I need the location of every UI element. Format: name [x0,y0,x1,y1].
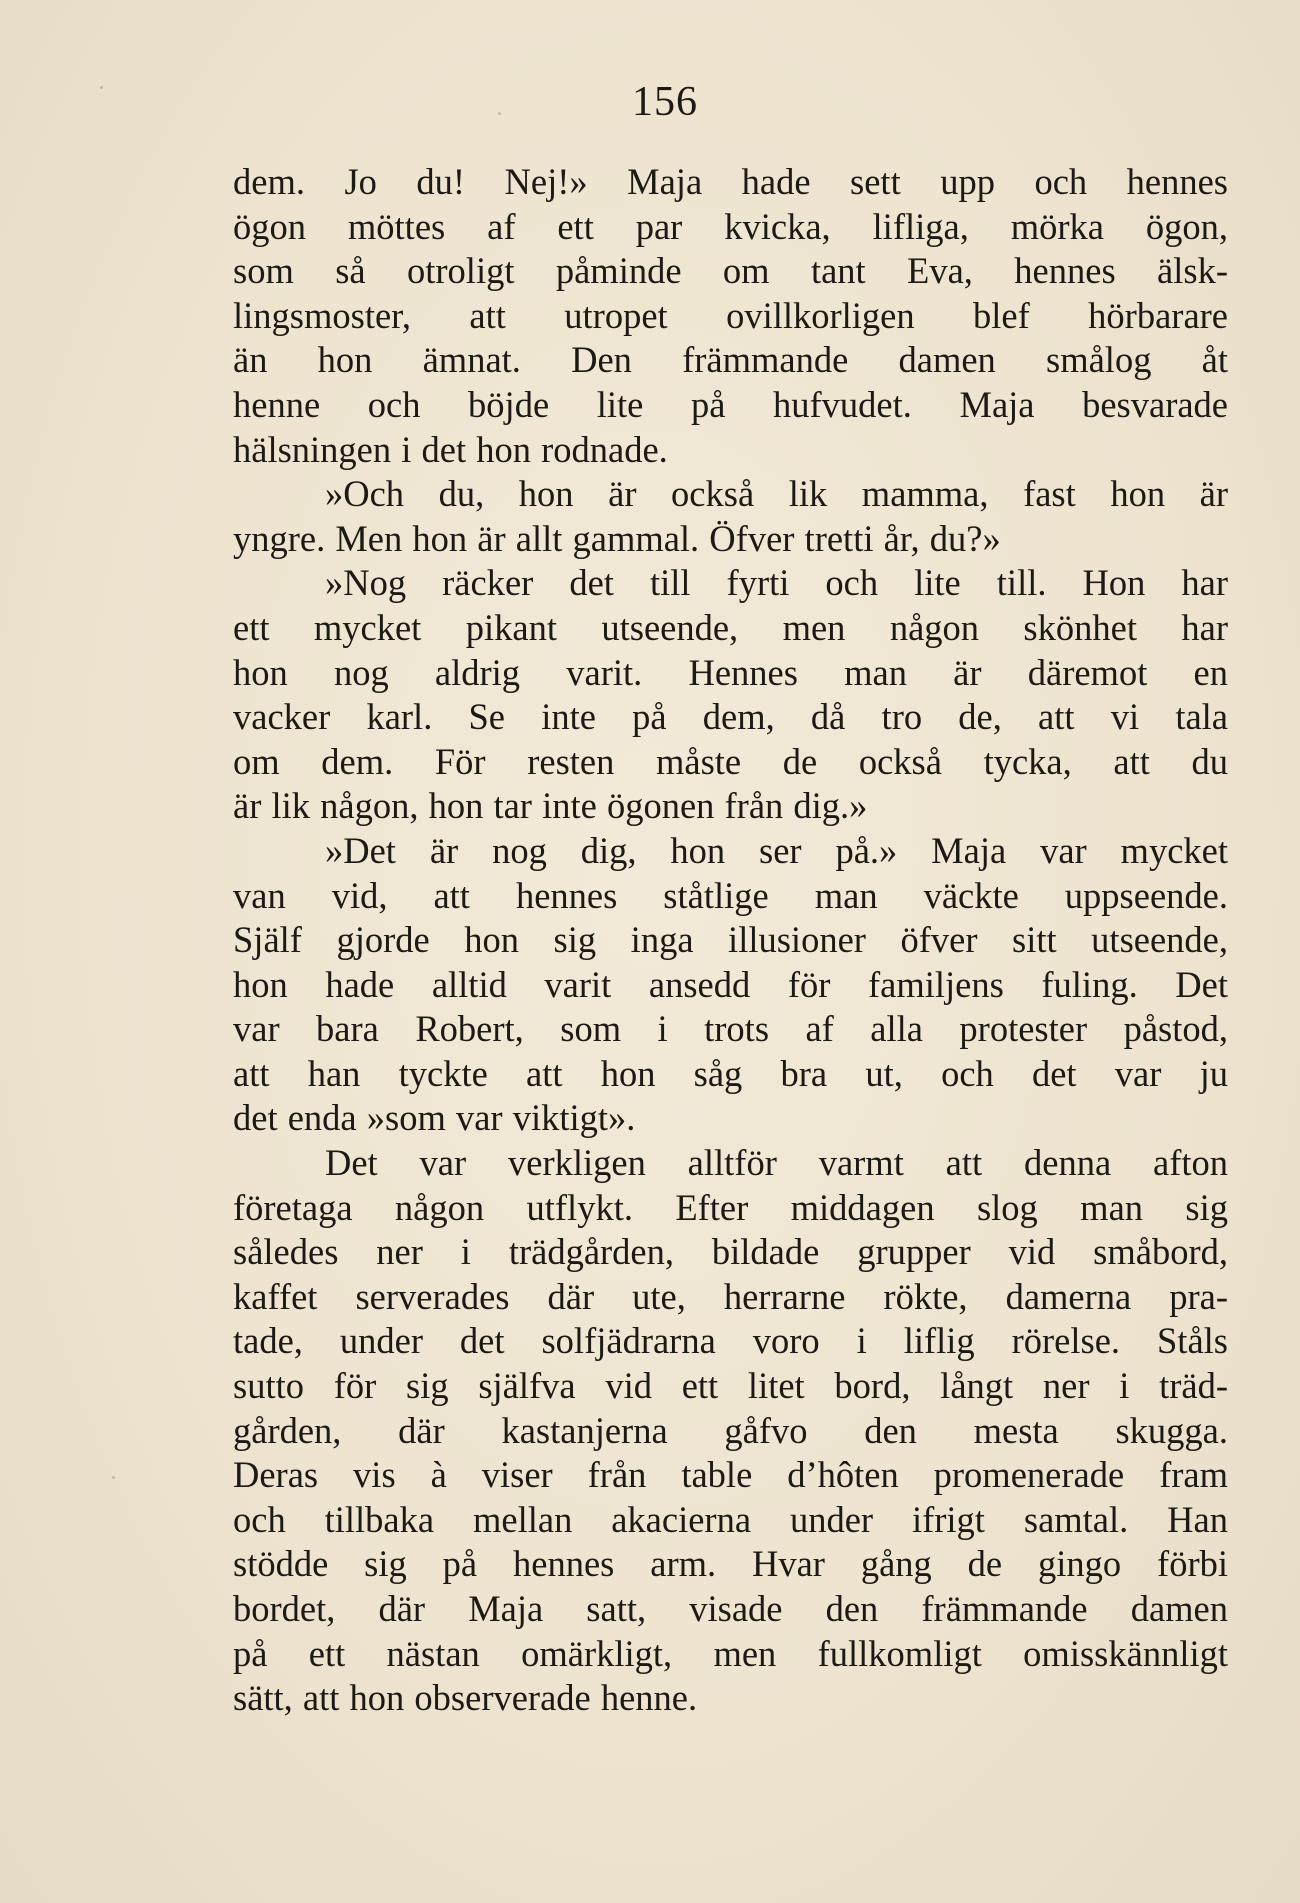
text-line: är lik någon, hon tar inte ögonen från dig.» [233,785,868,827]
text-line: Deras vis à viser från table d’hôten promenerade fram [233,1454,1228,1496]
text-line: kaffet serverades där ute, herrarne rökte, damerna pra- [233,1275,1228,1317]
paper-speck [498,112,501,115]
body-text [233,160,1228,1721]
text-line: van vid, att hennes ståtlige man väckte uppseende. [233,874,1228,916]
text-line: företaga någon utflykt. Efter middagen slog man sig [233,1186,1228,1228]
paper-speck [100,86,103,89]
text-line: hon hade alltid varit ansedd för familjens fuling. Det [233,963,1228,1005]
text-line: yngre. Men hon är allt gammal. Öfver tretti år, du?» [233,517,1001,559]
text-line: henne och böjde lite på hufvudet. Maja besvarade [233,383,1228,425]
text-line: vacker karl. Se inte på dem, då tro de, att vi tala [233,696,1228,738]
text-line: var bara Robert, som i trots af alla protester påstod, [233,1008,1228,1050]
text-line: dem. Jo du! Nej!» Maja hade sett upp och hennes [233,161,1228,202]
text-line: lingsmoster, att utropet ovillkorligen blef hörbarare [233,294,1228,336]
text-line: det enda »som var viktigt». [233,1097,636,1139]
text-line: således ner i trädgården, bildade grupper vid småbord, [233,1231,1228,1273]
text-line: sutto för sig själfva vid ett litet bord, långt ner i träd- [233,1365,1228,1407]
text-line: hon nog aldrig varit. Hennes man är däremot en [233,651,1228,693]
text-line: Själf gjorde hon sig inga illusioner öfver sitt utseende, [233,919,1228,961]
text-line: »Det är nog dig, hon ser på.» Maja var mycket [325,829,1228,871]
text-line: som så otroligt påminde om tant Eva, hennes älsk- [233,250,1228,292]
text-line: tade, under det solfjädrarna voro i liflig rörelse. Ståls [233,1320,1228,1362]
text-line: »Nog räcker det till fyrti och lite till. Hon har [325,562,1228,604]
text-line: ögon möttes af ett par kvicka, lifliga, mörka ögon, [233,205,1228,247]
text-line: sätt, att hon observerade henne. [233,1677,698,1719]
text-line: att han tyckte att hon såg bra ut, och det var ju [233,1052,1228,1094]
text-line: stödde sig på hennes arm. Hvar gång de gingo förbi [233,1543,1228,1585]
text-line: gården, där kastanjerna gåfvo den mesta skugga. [233,1409,1228,1451]
text-line: och tillbaka mellan akacierna under ifrigt samtal. Han [233,1498,1228,1540]
text-line: bordet, där Maja satt, visade den främmande damen [233,1588,1228,1629]
paper-speck [112,1476,115,1479]
text-line: om dem. För resten måste de också tycka, att du [233,740,1228,782]
text-line: än hon ämnat. Den främmande damen smålog åt [233,339,1228,381]
text-line: ett mycket pikant utseende, men någon skönhet har [233,606,1228,648]
text-line: hälsningen i det hon rodnade. [233,428,668,470]
text-line: Det var verkligen alltför varmt att denna afton [325,1142,1228,1184]
page-number: 156 [632,79,698,125]
text-line: på ett nästan omärkligt, men fullkomligt omisskännligt [233,1632,1228,1674]
text-line: »Och du, hon är också lik mamma, fast hon är [325,473,1228,515]
